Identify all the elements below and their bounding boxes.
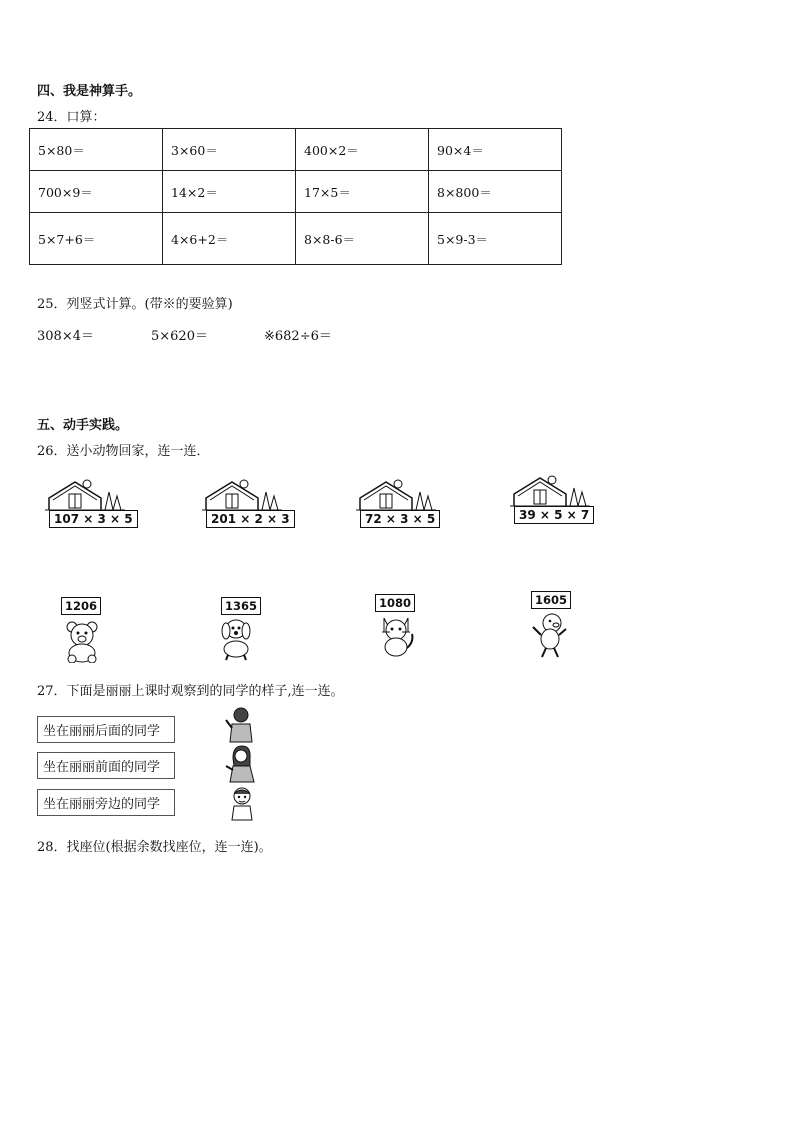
house-label: 39 × 5 × 7	[514, 506, 594, 524]
house-icon	[356, 476, 436, 512]
animal-1	[58, 597, 108, 667]
table-cell: 5×80＝	[30, 129, 163, 171]
vertical-calc-item: 308×4＝	[37, 329, 94, 344]
house-label: 201 × 2 × 3	[206, 510, 295, 528]
animal-3	[372, 594, 422, 662]
question-27: 27．下面是丽丽上课时观察到的同学的样子,连一连。	[37, 684, 344, 699]
table-cell: 90×4＝	[429, 129, 562, 171]
house-icon	[202, 476, 282, 512]
mental-math-table	[29, 128, 562, 265]
student-back-icon	[224, 706, 258, 744]
section4-title: 四、我是神算手。	[37, 84, 142, 99]
answer-box-behind: 坐在丽丽后面的同学	[37, 716, 175, 743]
question-28: 28．找座位(根据余数找座位，连一连)。	[37, 840, 272, 855]
table-row	[30, 129, 562, 171]
house-1	[45, 476, 133, 526]
house-icon	[510, 472, 590, 508]
house-label: 72 × 3 × 5	[360, 510, 440, 528]
answer-box-front: 坐在丽丽前面的同学	[37, 752, 175, 779]
table-cell: 8×8-6＝	[296, 213, 429, 265]
student-front-icon	[226, 786, 258, 822]
table-row	[30, 171, 562, 213]
animal-2	[212, 597, 262, 665]
house-label: 107 × 3 × 5	[49, 510, 138, 528]
animal-sign: 1365	[221, 597, 261, 615]
animal-sign: 1206	[61, 597, 101, 615]
vertical-calc-item: 5×620＝	[151, 329, 208, 344]
house-2	[202, 476, 290, 526]
house-3	[356, 476, 436, 526]
question-25: 25．列竖式计算。(带※的要验算)	[37, 297, 233, 312]
table-cell: 17×5＝	[296, 171, 429, 213]
animal-4	[528, 591, 578, 661]
house-4	[510, 472, 590, 522]
question-24: 24．口算：	[37, 110, 106, 125]
animal-sign: 1605	[531, 591, 571, 609]
bear-icon	[62, 619, 104, 663]
vertical-calc-item: ※682÷6＝	[264, 329, 332, 344]
answer-box-side: 坐在丽丽旁边的同学	[37, 789, 175, 816]
student-side-icon	[224, 744, 258, 784]
house-icon	[45, 476, 125, 512]
table-cell: 5×9-3＝	[429, 213, 562, 265]
table-cell: 8×800＝	[429, 171, 562, 213]
table-row	[30, 213, 562, 265]
table-cell: 400×2＝	[296, 129, 429, 171]
table-cell: 14×2＝	[163, 171, 296, 213]
dog-icon	[214, 617, 258, 661]
section5-title: 五、动手实践。	[37, 418, 129, 433]
animal-sign: 1080	[375, 594, 415, 612]
table-cell: 4×6+2＝	[163, 213, 296, 265]
table-cell: 700×9＝	[30, 171, 163, 213]
question-26: 26．送小动物回家，连一连．	[37, 444, 210, 459]
pig-icon	[528, 611, 572, 659]
table-cell: 3×60＝	[163, 129, 296, 171]
cat-icon	[374, 614, 418, 658]
table-cell: 5×7+6＝	[30, 213, 163, 265]
